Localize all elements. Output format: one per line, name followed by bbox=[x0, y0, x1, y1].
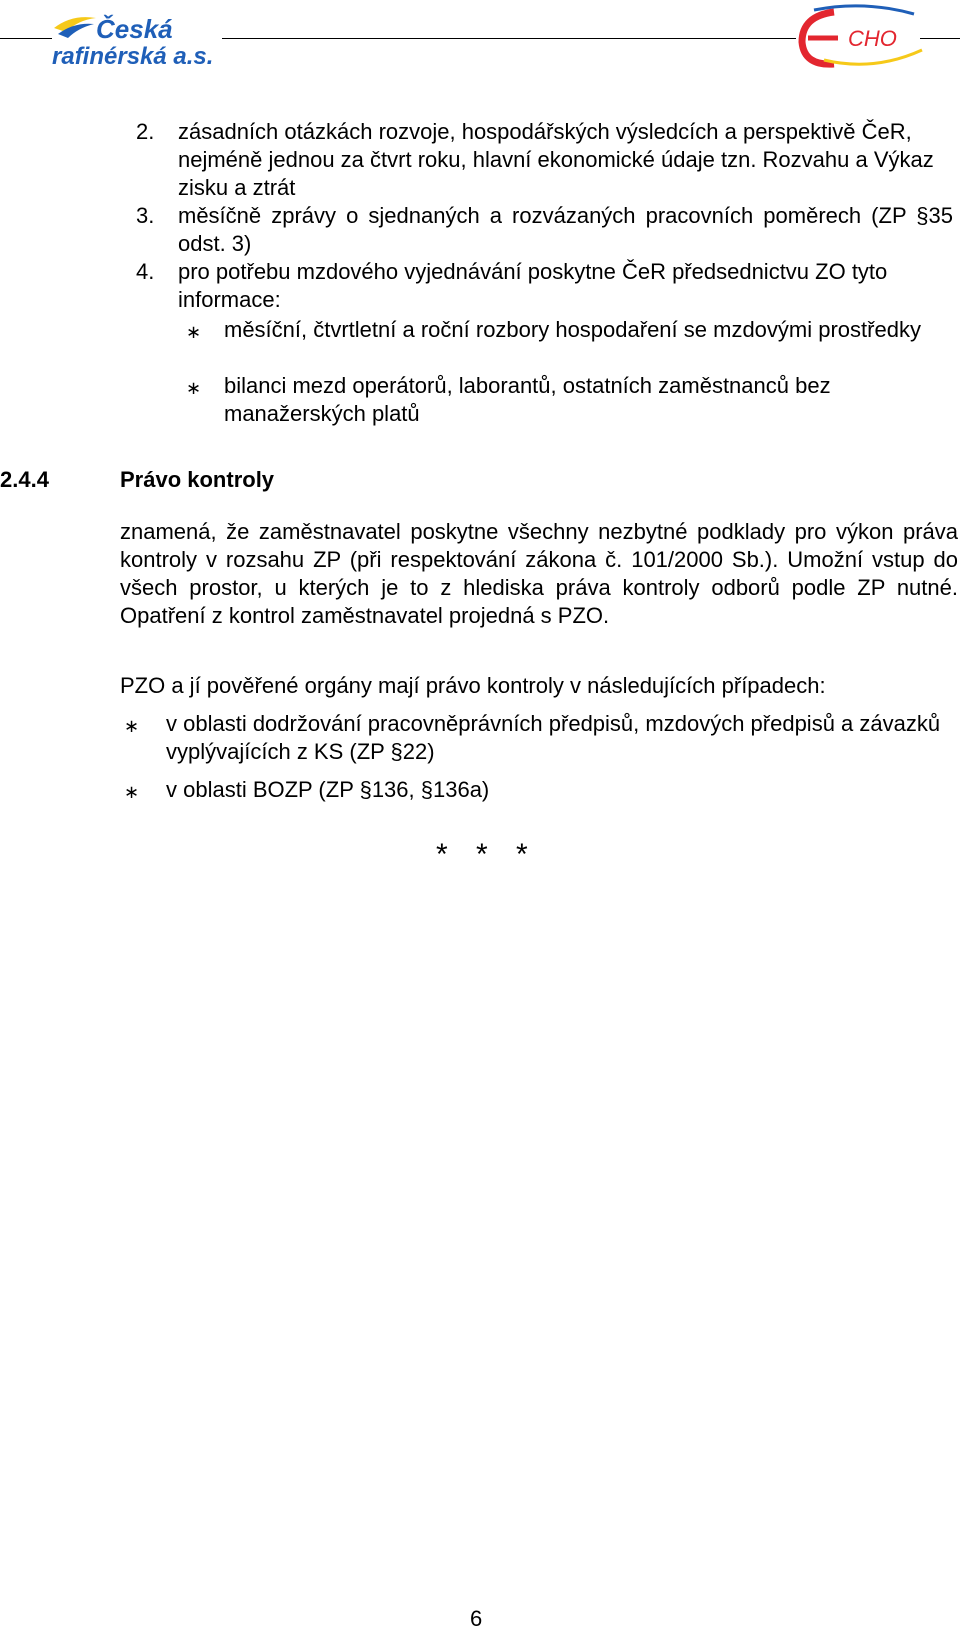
sub-bullet-text: bilanci mezd operátorů, laborantů, ostatních zaměstnanců bez manažerských platů bbox=[224, 373, 831, 426]
list-item-text: zásadních otázkách rozvoje, hospodářských výsledcích a perspektivě ČeR, nejméně jednou za čtvrt roku, hlavní ekonomické údaje tzn. Rozvahu a Výkaz zisku a ztrát bbox=[178, 119, 934, 200]
echo-logo-text: CHO bbox=[848, 26, 897, 51]
section-number: 2.4.4 bbox=[0, 467, 49, 492]
section-title: Právo kontroly bbox=[120, 467, 275, 492]
echo-logo bbox=[794, 2, 934, 74]
section-paragraph: znamená, že zaměstnavatel poskytne všechny nezbytné podklady pro výkon práva kontroly v rozsahu ZP (při respektování zákona č. 101/2000 Sb.). Umožní vstup do všech prostor, u kterých je to z hlediska práva kontroly odborů podle ZP nutné. Opatření z kontrol zaměstnavatel projedná s PZO. bbox=[120, 519, 958, 628]
bullet-symbol: ∗ bbox=[124, 782, 140, 802]
list-number: 3. bbox=[136, 203, 155, 228]
section-paragraph: PZO a jí pověřené orgány mají právo kontroly v následujících případech: bbox=[120, 673, 826, 698]
header-rule-middle bbox=[222, 38, 796, 39]
section-bullet-text: v oblasti dodržování pracovněprávních předpisů, mzdových předpisů a závazků vyplývajících z KS (ZP §22) bbox=[166, 711, 941, 764]
logo-text-line2: rafinérská a.s. bbox=[52, 43, 214, 70]
list-number: 2. bbox=[136, 119, 155, 144]
section-separator: * * * bbox=[436, 838, 538, 871]
list-item-text: měsíčně zprávy o sjednaných a rozvázaných pracovních poměrech (ZP §35 odst. 3) bbox=[178, 203, 953, 256]
list-number: 4. bbox=[136, 259, 155, 284]
page-number: 6 bbox=[470, 1606, 483, 1631]
sub-bullet-text: měsíční, čtvrtletní a roční rozbory hospodaření se mzdovými prostředky bbox=[224, 317, 921, 342]
echo-arc-yellow bbox=[824, 50, 922, 64]
list-item-text: pro potřebu mzdového vyjednávání poskytne ČeR předsednictvu ZO tyto informace: bbox=[178, 259, 888, 312]
bullet-symbol: ∗ bbox=[124, 716, 140, 736]
page-header bbox=[0, 0, 960, 80]
bullet-symbol: ∗ bbox=[186, 322, 202, 342]
logo-text-line1: Česká bbox=[96, 14, 173, 44]
section-bullet-text: v oblasti BOZP (ZP §136, §136a) bbox=[166, 777, 490, 802]
bullet-symbol: ∗ bbox=[186, 378, 202, 398]
ceska-rafinerska-logo bbox=[44, 6, 224, 70]
